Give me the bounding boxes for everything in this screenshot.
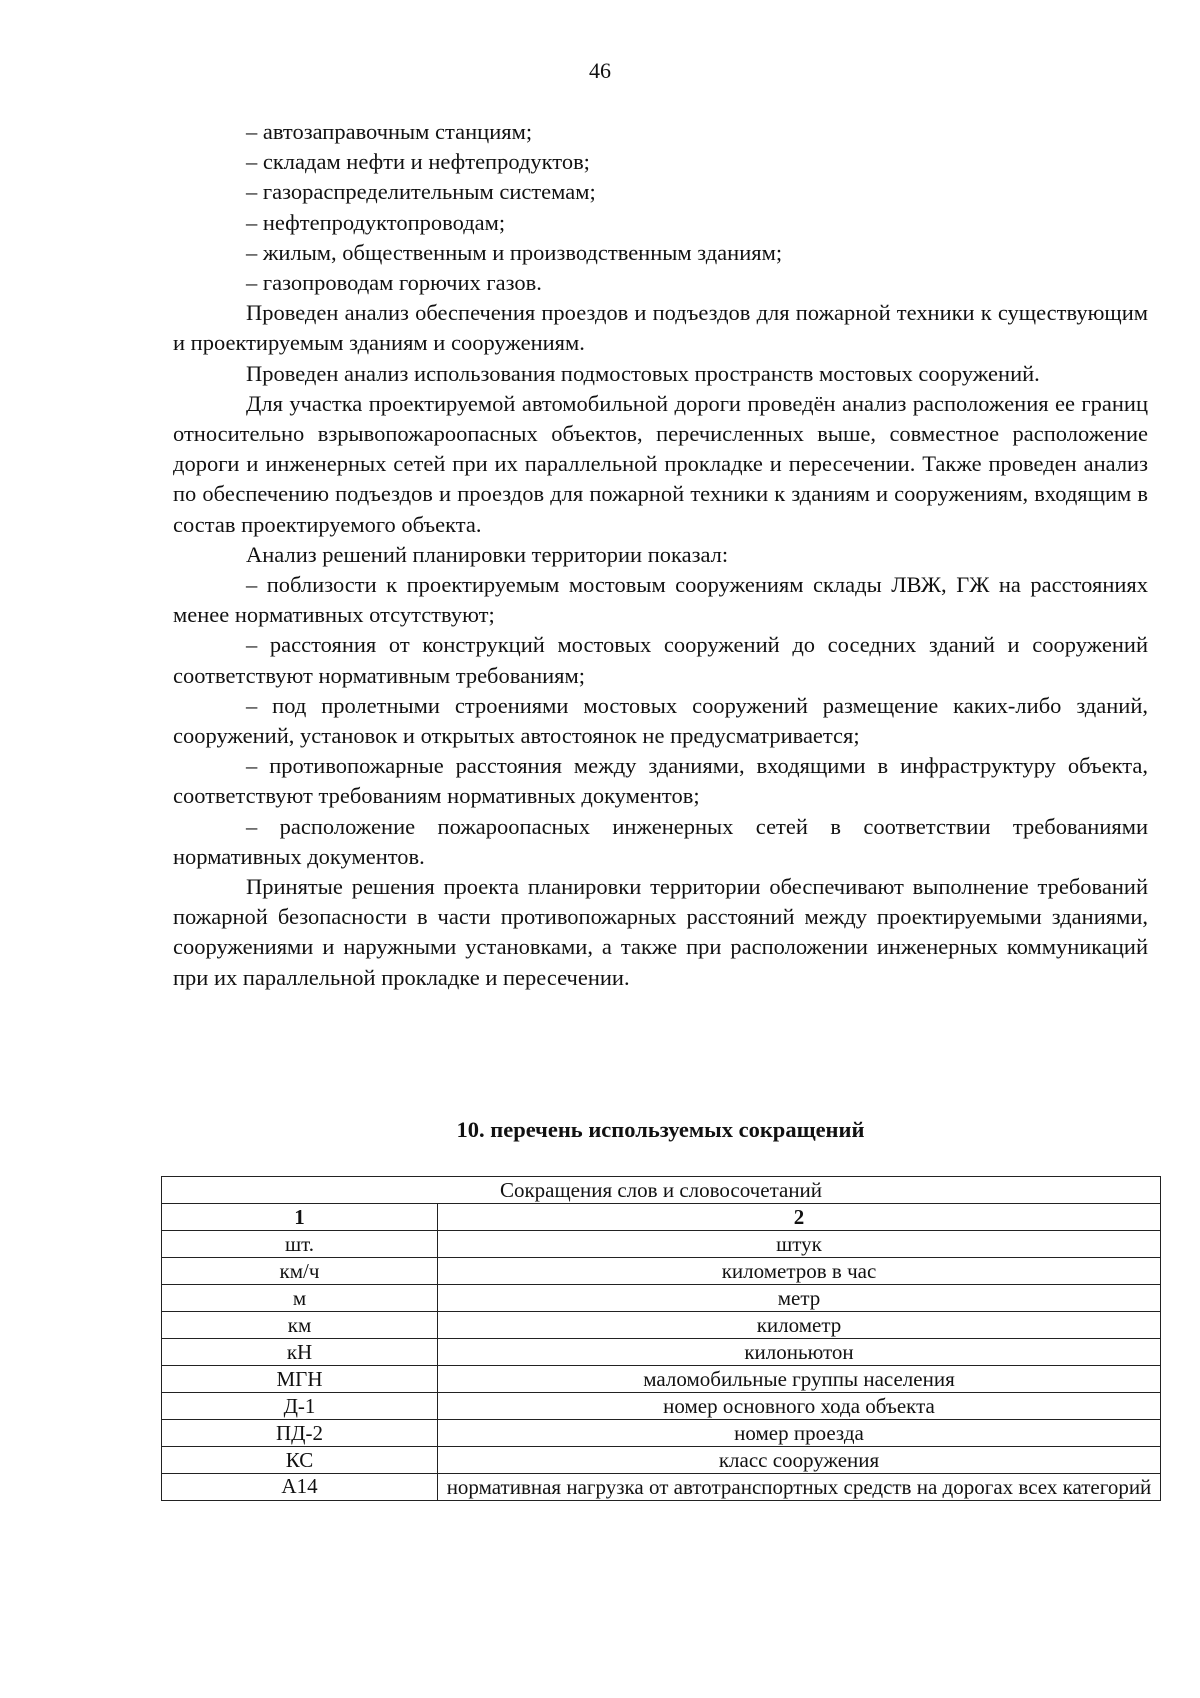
abbreviation-cell: МГН (162, 1366, 438, 1393)
table-row (162, 1312, 1161, 1339)
meaning-cell: метр (438, 1285, 1161, 1312)
paragraph: – расположение пожароопасных инженерных сетей в соответствии требованиями нормативных документов. (173, 813, 1148, 869)
abbreviation-cell: шт. (162, 1231, 438, 1258)
abbreviation-cell: км/ч (162, 1258, 438, 1285)
table-row (162, 1366, 1161, 1393)
table-row (162, 1258, 1161, 1285)
list-item: – складам нефти и нефтепродуктов; (246, 149, 590, 175)
table-row (162, 1420, 1161, 1447)
meaning-cell: килоньютон (438, 1339, 1161, 1366)
column-number: 1 (162, 1204, 438, 1231)
paragraph: – противопожарные расстояния между зданиями, входящими в инфраструктуру объекта, соответствуют требованиям нормативных документов; (173, 753, 1148, 809)
meaning-cell: километров в час (438, 1258, 1161, 1285)
list-item: – автозаправочным станциям; (246, 119, 533, 144)
meaning-cell: номер основного хода объекта (438, 1393, 1161, 1420)
abbreviation-cell: кН (162, 1339, 438, 1366)
abbreviation-cell: ПД-2 (162, 1420, 438, 1447)
paragraph: Проведен анализ использования подмостовых пространств мостовых сооружений. (246, 360, 1040, 386)
paragraph: – под пролетными строениями мостовых сооружений размещение каких-либо зданий, сооружений, установок и открытых автостоянок не предусматривается; (173, 692, 1148, 749)
body-text (173, 117, 1148, 993)
paragraph: – расстояния от конструкций мостовых сооружений до соседних зданий и сооружений соответствуют нормативным требованиям; (173, 632, 1148, 688)
table-caption: Сокращения слов и словосочетаний (162, 1177, 1161, 1204)
abbreviation-cell: Д-1 (162, 1393, 438, 1420)
abbreviation-cell: А14 (162, 1474, 438, 1501)
table-column-numbers-row (162, 1204, 1161, 1231)
column-number: 2 (438, 1204, 1161, 1231)
section-heading: 10. перечень используемых сокращений (456, 1117, 865, 1142)
table-caption-row (162, 1177, 1161, 1204)
paragraph: Проведен анализ обеспечения проездов и подъездов для пожарной техники к существующим и проектируемым зданиям и сооружениям. (173, 300, 1148, 356)
meaning-cell: маломобильные группы населения (438, 1366, 1161, 1393)
paragraph: – поблизости к проектируемым мостовым сооружениям склады ЛВЖ, ГЖ на расстояниях менее нормативных отсутствуют; (173, 572, 1148, 628)
table-row (162, 1231, 1161, 1258)
abbreviations-table (161, 1176, 1161, 1501)
meaning-cell: штук (438, 1231, 1161, 1258)
abbreviation-cell: м (162, 1285, 438, 1312)
paragraph: Для участка проектируемой автомобильной дороги проведён анализ расположения ее границ относительно взрывопожароопасных объектов, перечисленных выше, совместное расположение дороги и инженерных сетей при их параллельной прокладке и пересечении. Также проведен анализ по обеспечению подъездов и проездов для пожарной техники к зданиям и сооружениям, входящим в состав проектируемого объекта. (173, 390, 1148, 537)
list-item: – газопроводам горючих газов. (246, 270, 542, 296)
table-row (162, 1474, 1161, 1501)
meaning-cell: километр (438, 1312, 1161, 1339)
meaning-cell: класс сооружения (438, 1447, 1161, 1474)
list-item: – газораспределительным системам; (246, 179, 596, 205)
paragraph: Анализ решений планировки территории показал: (246, 541, 729, 567)
table-row (162, 1285, 1161, 1312)
meaning-cell: номер проезда (438, 1420, 1161, 1447)
list-item: – жилым, общественным и производственным зданиям; (246, 239, 783, 265)
page-number: 46 (589, 58, 611, 83)
table-row (162, 1447, 1161, 1474)
list-item: – нефтепродуктопроводам; (246, 209, 506, 235)
table-row (162, 1393, 1161, 1420)
abbreviation-cell: км (162, 1312, 438, 1339)
table-row (162, 1339, 1161, 1366)
paragraph: Принятые решения проекта планировки территории обеспечивают выполнение требований пожарной безопасности в части противопожарных расстояний между проектируемыми зданиями, сооружениями и наружными установками, а также при расположении инженерных коммуникаций при их параллельной прокладке и пересечении. (173, 874, 1148, 990)
abbreviation-cell: КС (162, 1447, 438, 1474)
meaning-cell: нормативная нагрузка от автотранспортных средств на дорогах всех категорий (438, 1474, 1161, 1501)
